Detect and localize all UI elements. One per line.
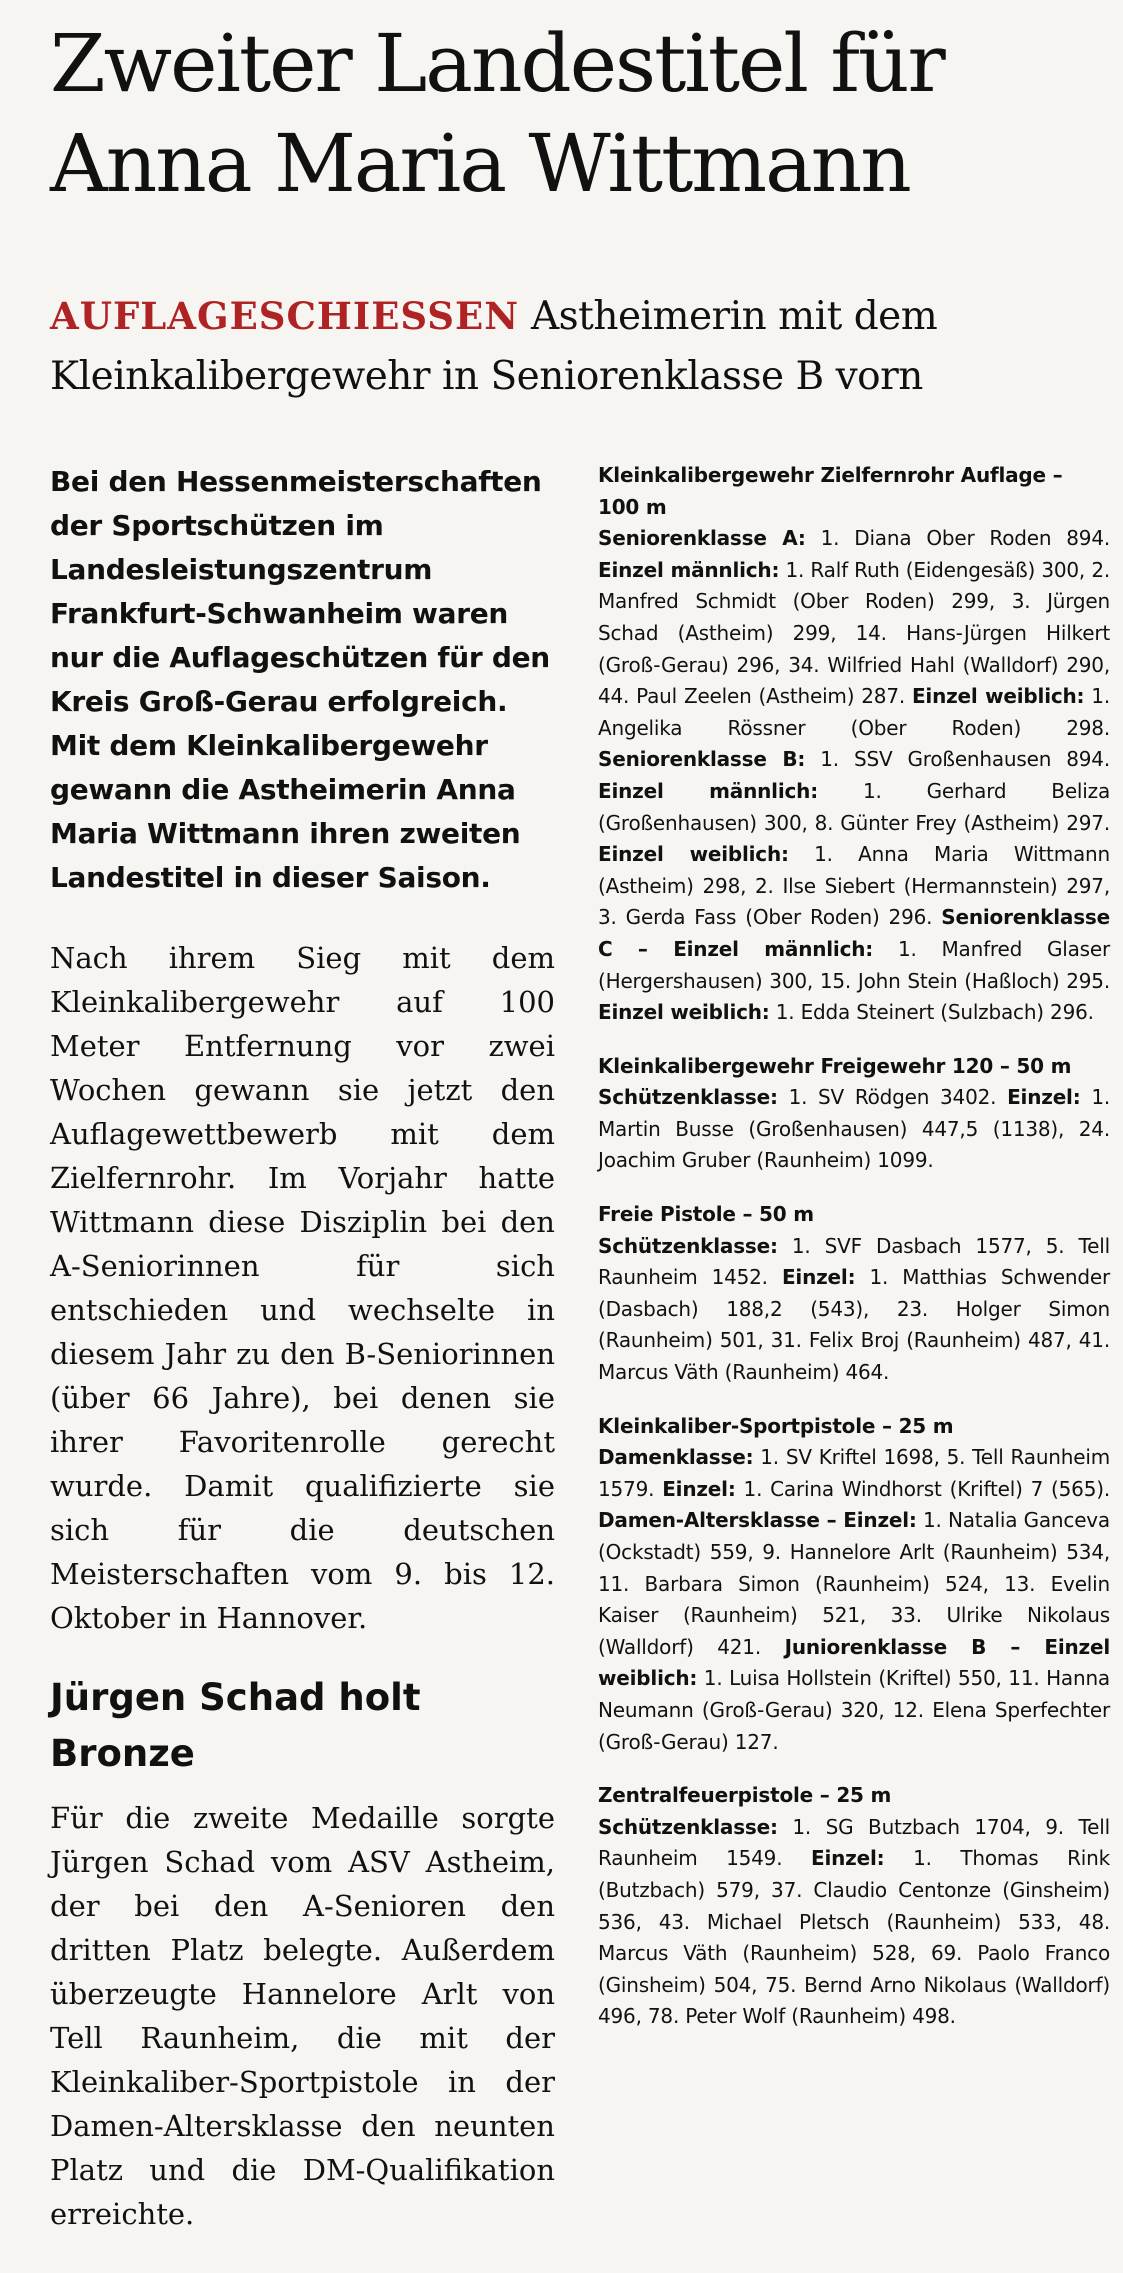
results-label: Damenklasse: (598, 1445, 754, 1470)
results-label: Einzel männlich: (598, 778, 818, 803)
results-entry: 1. Ralf Ruth (Eidengesäß) 300, 2. Manfred Schmidt (Ober Roden) 299, 3. Jürgen Schad (Astheim) 299, 14. Hans-Jürgen Hilkert (Groß-Gerau) 296, 34. Wilfried Hahl (Walldorf) 290, 44. Paul Zeelen (Astheim) 287. (598, 557, 1110, 709)
results-heading: Zentralfeuerpistole – 25 m (598, 1783, 892, 1808)
results-entry: 1. Natalia Ganceva (Ockstadt) 559, 9. Hannelore Arlt (Raunheim) 534, 11. Barbara Simon (Raunheim) 524, 13. Evelin Kaiser (Raunheim) 521, 33. Ulrike Nikolaus (Walldorf) 421. (598, 1508, 1110, 1659)
results-entry: 1. SG Butzbach 1704, 9. Tell Raunheim 1549. (598, 1814, 1110, 1871)
results-label: Seniorenklasse A: (598, 526, 806, 551)
results-label: Einzel: (662, 1476, 736, 1501)
results-entry: 1. Thomas Rink (Butzbach) 579, 37. Claudio Centonze (Ginsheim) 536, 43. Michael Pletsch (Raunheim) 533, 48. Marcus Väth (Raunheim) 528, 69. Paolo Franco (Ginsheim) 504, 75. Bernd Arno Nikolaus (Walldorf) 496, 78. Peter Wolf (Raunheim) 498. (598, 1846, 1110, 2029)
results-text (598, 1812, 1110, 2033)
results-label: Seniorenklasse C – Einzel männlich: (598, 905, 1110, 961)
body-paragraph-1: Nach ihrem Sieg mit dem Kleinkalibergewehr auf 100 Meter Entfernung vor zwei Wochen gewann sie jetzt den Auflagewettbewerb mit dem Zielfernrohr. Im Vorjahr hatte Wittmann diese Disziplin bei den A-Seniorinnen für sich entschieden und wechselte in diesem Jahr zu den B-Seniorinnen (über 66 Jahre), bei denen sie ihrer Favoritenrolle gerecht wurde. Damit qualifizierte sie sich für die deutschen Meisterschaften vom 9. bis 12. Oktober in Hannover. (50, 941, 555, 1635)
article-body-column (50, 460, 555, 2236)
results-entry: 1. Gerhard Beliza (Großenhausen) 300, 8. Günter Frey (Astheim) 297. (598, 778, 1110, 835)
results-entry: 1. Anna Maria Wittmann (Astheim) 298, 2. Ilse Siebert (Hermannstein) 297, 3. Gerda Fass (Ober Roden) 296. (598, 842, 1110, 930)
results-label: Einzel: (811, 1846, 885, 1871)
results-column (598, 460, 1110, 2055)
results-label: Einzel weiblich: (911, 684, 1085, 709)
results-label: Einzel weiblich: (598, 842, 789, 867)
lead-paragraph: Bei den Hessenmeisterschaften der Sportschützen im Landesleistungszentrum Frankfurt-Schwanheim waren nur die Auflageschützen für den Kreis Groß-Gerau erfolgreich. Mit dem Kleinkalibergewehr gewann die Astheimerin Anna Maria Wittmann ihren zweiten Landestitel in dieser Saison. (50, 465, 550, 894)
results-entry: 1. Manfred Glaser (Hergershausen) 300, 15. John Stein (Haßloch) 295. (598, 936, 1111, 993)
results-entry: 1. SVF Dasbach 1577, 5. Tell Raunheim 1452. (598, 1233, 1110, 1290)
results-heading: Freie Pistole – 50 m (598, 1202, 814, 1227)
results-heading: Kleinkaliber-Sportpistole – 25 m (598, 1413, 954, 1438)
results-entry: 1. SV Rödgen 3402. (777, 1085, 997, 1110)
results-text (598, 1442, 1110, 1758)
results-block (598, 1199, 1110, 1389)
results-label: Einzel weiblich: (598, 1000, 770, 1025)
results-entry: 1. Carina Windhorst (Kriftel) 7 (565). (735, 1476, 1110, 1501)
results-label: Juniorenklasse B – Einzel weiblich: (598, 1634, 1110, 1691)
results-text (598, 1082, 1110, 1177)
results-label: Schützenklasse: (598, 1085, 778, 1110)
results-block (598, 1411, 1110, 1759)
results-block (598, 1051, 1110, 1177)
results-heading: Kleinkalibergewehr Zielfernrohr Auflage – 100 m (598, 463, 1063, 519)
deck (50, 286, 1100, 407)
results-heading: Kleinkalibergewehr Freigewehr 120 – 50 m (598, 1053, 1072, 1078)
results-label: Einzel: (781, 1265, 856, 1290)
results-label: Schützenklasse: (598, 1814, 778, 1839)
headline: Zweiter Landestitel für Anna Maria Wittmann (50, 17, 944, 210)
results-entry: 1. Edda Steinert (Sulzbach) 296. (769, 1000, 1094, 1025)
results-label: Damen-Altersklasse – Einzel: (598, 1508, 917, 1533)
results-entry: 1. SSV Großenhausen 894. (805, 747, 1110, 772)
deck-text: Astheimerin mit dem Kleinkalibergewehr in Seniorenklasse B vorn (50, 294, 938, 399)
results-entry: 1. Luisa Hollstein (Kriftel) 550, 11. Hanna Neumann (Groß-Gerau) 320, 12. Elena Sperfechter (Groß-Gerau) 127. (598, 1666, 1110, 1754)
results-label: Einzel: (1007, 1085, 1081, 1110)
results-text (598, 1231, 1110, 1389)
results-block (598, 1780, 1110, 2033)
results-entry: 1. Diana Ober Roden 894. (805, 526, 1111, 551)
results-label: Seniorenklasse B: (598, 747, 806, 772)
results-label: Einzel männlich: (598, 557, 780, 582)
body-paragraph-2: Für die zweite Medaille sorgte Jürgen Schad vom ASV Astheim, der bei den A-Senioren den dritten Platz belegte. Außerdem überzeugte Hannelore Arlt von Tell Raunheim, die mit der Kleinkaliber-Sportpistole in der Damen-Altersklasse den neunten Platz und die DM-Qualifikation erreichte. (50, 1801, 555, 2231)
subheading: Jürgen Schad holt Bronze (50, 1676, 421, 1775)
results-label: Schützenklasse: (598, 1233, 778, 1258)
results-entry: 1. Angelika Rössner (Ober Roden) 298. (598, 684, 1110, 740)
results-entry: 1. Martin Busse (Großenhausen) 447,5 (1138), 24. Joachim Gruber (Raunheim) 1099. (598, 1085, 1110, 1173)
results-entry: 1. Matthias Schwender (Dasbach) 188,2 (543), 23. Holger Simon (Raunheim) 501, 31. Felix Broj (Raunheim) 487, 41. Marcus Väth (Raunheim) 464. (598, 1265, 1110, 1385)
results-entry: 1. SV Kriftel 1698, 5. Tell Raunheim 1579. (598, 1445, 1110, 1501)
kicker: AUFLAGESCHIESSEN (50, 294, 520, 338)
results-text (598, 523, 1110, 1029)
results-block (598, 460, 1110, 1029)
